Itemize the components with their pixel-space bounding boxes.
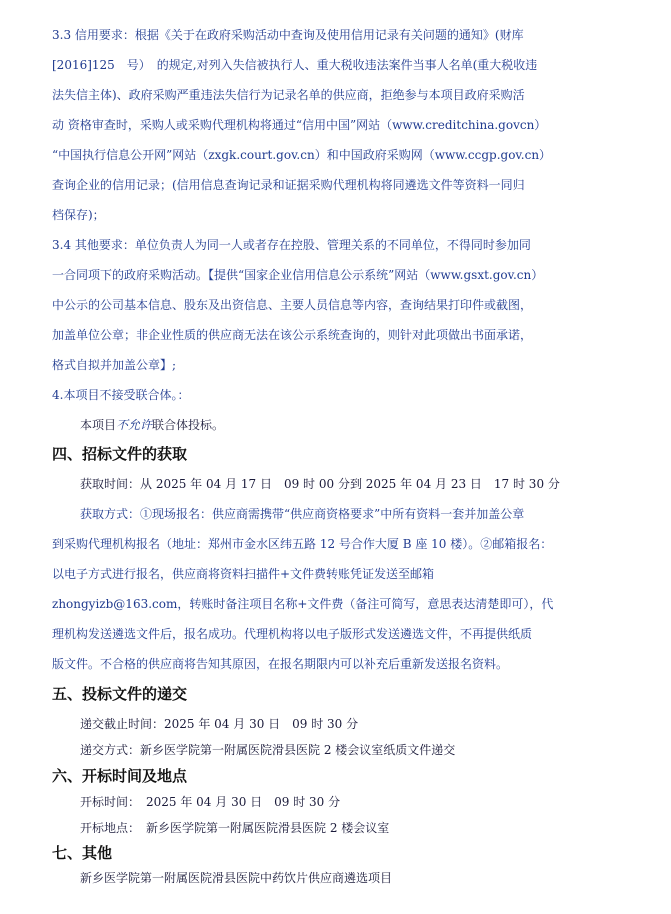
opening-time: 开标时间： 2025 年 04 月 30 日 09 时 30 分 bbox=[80, 795, 341, 809]
obtain-time: 获取时间：从 2025 年 04 月 17 日 09 时 00 分到 2025 年 04 月 23 日 17 时 30 分 bbox=[80, 477, 560, 491]
credit-req-line-5: “中国执行信息公开网”网站（zxgk.court.gov.cn）和中国政府采购网（www.ccgp.gov.cn） bbox=[52, 148, 552, 162]
credit-req-line-6: 查询企业的信用记录；(信用信息查询记录和证据采购代理机构将同遴选文件等资料一同归 bbox=[52, 178, 525, 192]
section-4-heading: 四、招标文件的获取 bbox=[52, 445, 188, 463]
credit-req-line-4: 动 资格审查时，采购人或采购代理机构将通过“信用中国”网站（www.creditchina.govcn） bbox=[52, 118, 547, 132]
credit-req-line-7: 档保存)； bbox=[52, 208, 105, 222]
other-req-line-4: 加盖单位公章；非企业性质的供应商无法在该公示系统查询的，则针对此项做出书面承诺， bbox=[52, 328, 533, 342]
consortium-pre: 本项目 bbox=[80, 418, 117, 432]
consortium-rule: 4.本项目不接受联合体。： bbox=[52, 388, 190, 402]
other-req-line-3: 中公示的公司基本信息、股东及出资信息、主要人员信息等内容，查询结果打印件或截图， bbox=[52, 298, 533, 312]
obtain-method-line-1: 获取方式：①现场报名：供应商需携带“供应商资格要求”中所有资料一套并加盖公章 bbox=[80, 507, 525, 521]
credit-req-line-2: [2016]125 号） 的规定,对列入失信被执行人、重大税收违法案件当事人名单(重大税收违 bbox=[52, 58, 538, 72]
consortium-not-allowed: 不允许 bbox=[116, 418, 153, 432]
opening-place: 开标地点： 新乡医学院第一附属医院滑县医院 2 楼会议室 bbox=[80, 821, 390, 835]
obtain-method-line-3: 以电子方式进行报名，供应商将资料扫描件+文件费转账凭证发送至邮箱 bbox=[52, 567, 435, 581]
obtain-method-line-5: 理机构发送遴选文件后，报名成功。代理机构将以电子版形式发送遴选文件，不再提供纸质 bbox=[52, 627, 533, 641]
other-req-line-5: 格式自拟并加盖公章】; bbox=[52, 358, 177, 372]
section-5-heading: 五、投标文件的递交 bbox=[52, 685, 188, 703]
consortium-statement bbox=[80, 417, 224, 433]
other-req-line-1: 3.4 其他要求：单位负责人为同一人或者存在控股、管理关系的不同单位，不得同时参加同 bbox=[52, 238, 531, 252]
section-7-heading: 七、其他 bbox=[52, 844, 113, 862]
obtain-method-line-6: 版文件。不合格的供应商将告知其原因，在报名期限内可以补充后重新发送报名资料。 bbox=[52, 657, 509, 671]
other-req-line-2: 一合同项下的政府采购活动。【提供“国家企业信用信息公示系统”网站（www.gsxt.gov.cn） bbox=[52, 268, 544, 282]
section-6-heading: 六、开标时间及地点 bbox=[52, 767, 188, 785]
other-project-name: 新乡医学院第一附属医院滑县医院中药饮片供应商遴选项目 bbox=[80, 871, 393, 885]
consortium-post: 联合体投标。 bbox=[152, 418, 225, 432]
credit-req-line-3: 法失信主体)、政府采购严重违法失信行为记录名单的供应商，拒绝参与本项目政府采购活 bbox=[52, 88, 525, 102]
obtain-method-line-2: 到采购代理机构报名（地址：郑州市金水区纬五路 12 号合作大厦 B 座 10 楼）。②邮箱报名： bbox=[52, 537, 553, 551]
submission-method: 递交方式：新乡医学院第一附属医院滑县医院 2 楼会议室纸质文件递交 bbox=[80, 743, 456, 757]
submission-deadline: 递交截止时间：2025 年 04 月 30 日 09 时 30 分 bbox=[80, 717, 359, 731]
credit-req-line-1: 3.3 信用要求：根据《关于在政府采购活动中查询及使用信用记录有关问题的通知》(财库 bbox=[52, 28, 524, 42]
obtain-method-line-4: zhongyizb@163.com，转账时备注项目名称+文件费（备注可简写，意思表达清楚即可），代 bbox=[52, 597, 554, 611]
